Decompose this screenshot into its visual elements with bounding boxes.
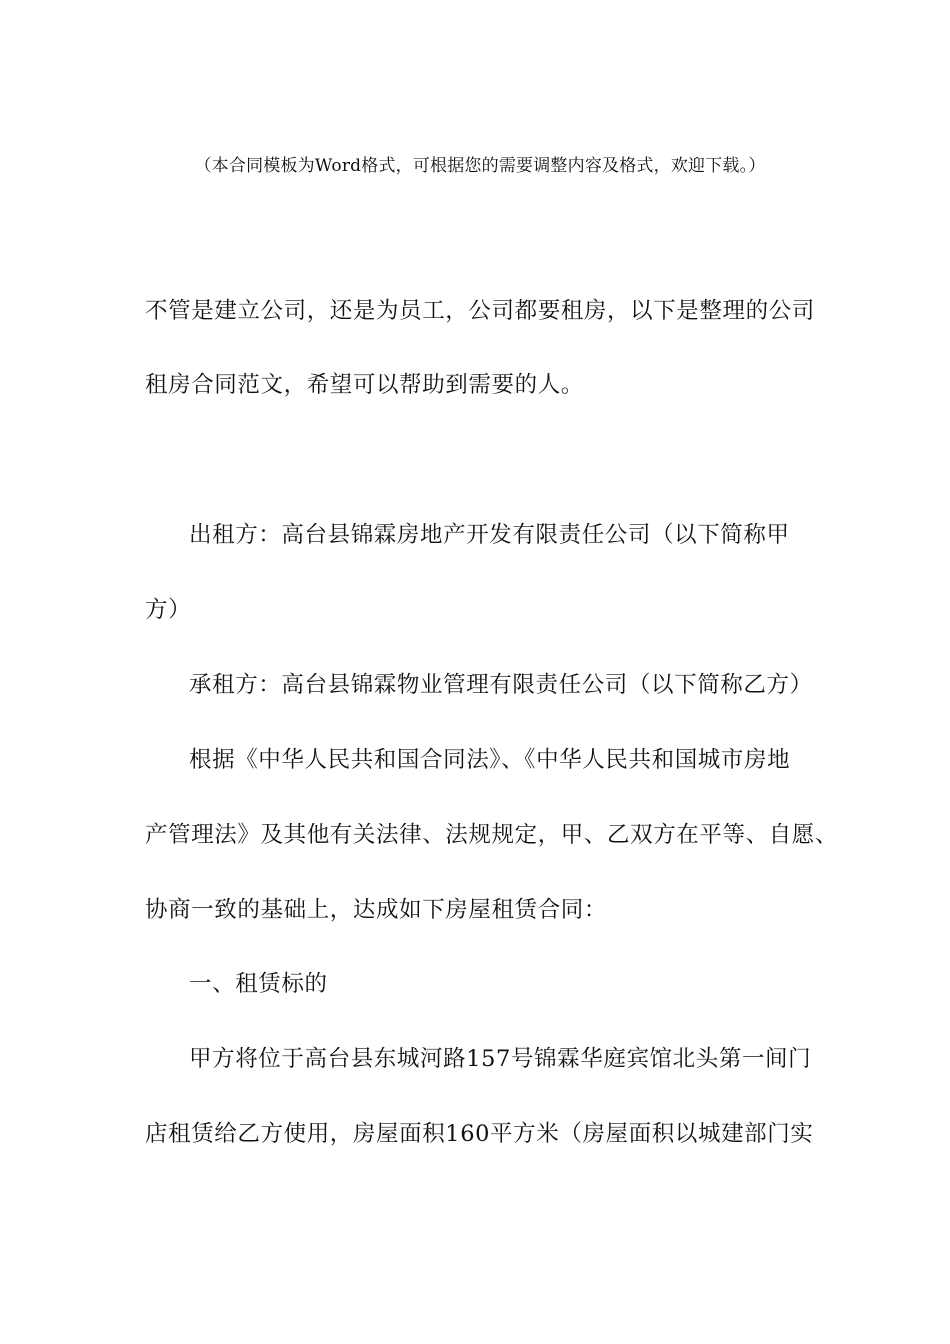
legal-basis-line-2: 产管理法》及其他有关法律、法规规定，甲、乙双方在平等、自愿、 xyxy=(145,822,839,848)
lease-object-line-1: 甲方将位于高台县东城河路157号锦霖华庭宾馆北头第一间门 xyxy=(189,1046,812,1072)
lessor-line-2: 方） xyxy=(145,597,192,623)
lessee-line: 承租方：高台县锦霖物业管理有限责任公司（以下简称乙方） xyxy=(189,672,813,698)
template-note: （本合同模板为Word格式，可根据您的需要调整内容及格式，欢迎下载。） xyxy=(194,156,766,176)
lessor-line-1: 出租方：高台县锦霖房地产开发有限责任公司（以下简称甲 xyxy=(189,522,790,548)
lease-object-line-2: 店租赁给乙方使用，房屋面积160平方米（房屋面积以城建部门实 xyxy=(145,1121,814,1147)
legal-basis-line-1: 根据《中华人民共和国合同法》、《中华人民共和国城市房地 xyxy=(189,747,791,773)
intro-line-2: 租房合同范文，希望可以帮助到需要的人。 xyxy=(145,372,584,398)
intro-line-1: 不管是建立公司，还是为员工，公司都要租房，以下是整理的公司 xyxy=(145,298,815,324)
section-heading-lease-object: 一、租赁标的 xyxy=(189,971,328,997)
legal-basis-line-3: 协商一致的基础上，达成如下房屋租赁合同： xyxy=(145,897,608,923)
